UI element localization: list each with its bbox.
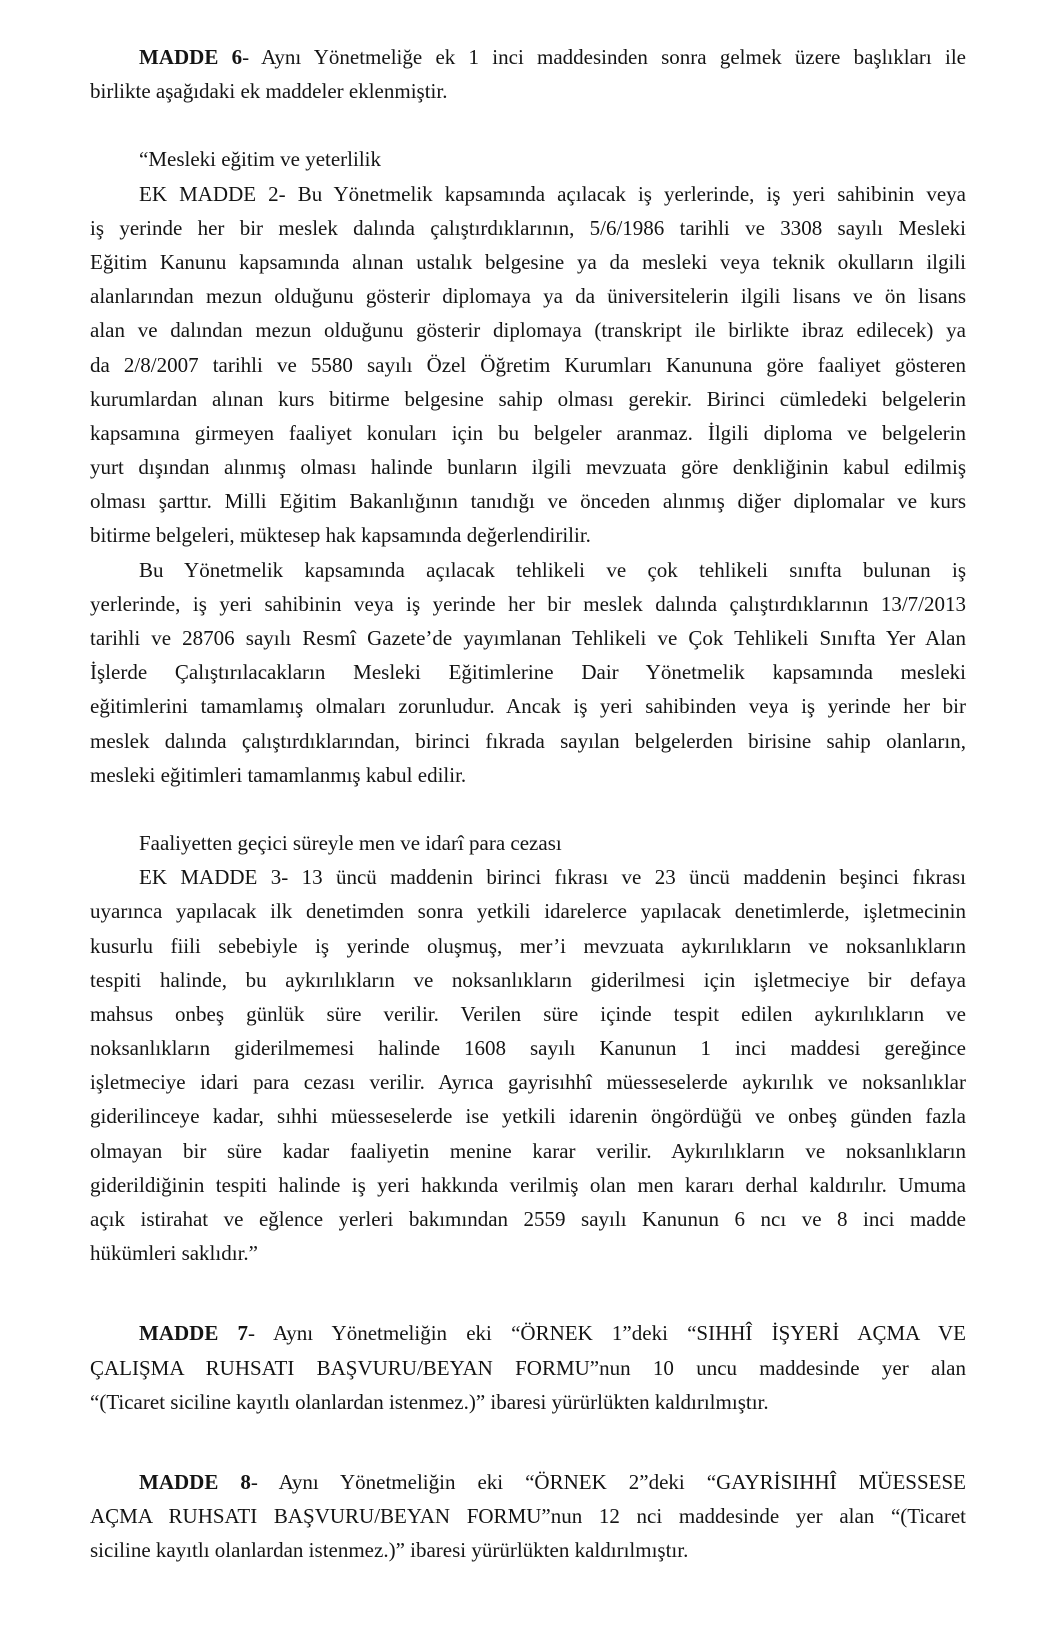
article-6-line: MADDE 6- Aynı Yönetmeliğe ek 1 inci maddesinden sonra gelmek üzere başlıkları ile bbox=[139, 45, 966, 69]
paragraph-line: alan ve dalından mezun olduğunu gösterir diplomaya (transkript ile birlikte ibraz edilecek) ya bbox=[90, 318, 966, 343]
paragraph-line: Bu Yönetmelik kapsamında açılacak tehlikeli ve çok tehlikeli sınıfta bulunan iş bbox=[139, 557, 966, 582]
paragraph-line: olması şarttır. Milli Eğitim Bakanlığının tanıdığı ve önceden alınmış diğer diplomalar ve kurs bbox=[90, 489, 966, 514]
article-6-label: MADDE 6 bbox=[139, 45, 243, 69]
article-7-line: MADDE 7- Aynı Yönetmeliğin eki “ÖRNEK 1”deki “SIHHÎ İŞYERİ AÇMA VE bbox=[139, 1321, 966, 1346]
paragraph-line: mesleki eğitimleri tamamlanmış kabul edilir. bbox=[90, 762, 467, 787]
paragraph-line: yerlerinde, iş yeri sahibinin veya iş yerinde her bir meslek dalında çalıştırdıklarının 13/7/2013 bbox=[90, 591, 966, 616]
paragraph-line: giderilinceye kadar, sıhhi müesseselerde ise yetkili idarenin öngördüğü ve onbeş günden fazla bbox=[90, 1104, 966, 1129]
paragraph-line: mahsus onbeş günlük süre verilir. Verilen süre içinde tespit edilen aykırılıkların ve bbox=[90, 1001, 966, 1026]
additional-article-3 bbox=[90, 826, 966, 1270]
paragraph-line: alanlarından mezun olduğunu gösterir diplomaya ya da üniversitelerin ilgili lisans ve ön lisans bbox=[90, 284, 966, 309]
paragraph-line: Eğitim Kanunu kapsamında alınan ustalık belgesine ya da mesleki veya teknik okulların ilgili bbox=[90, 249, 966, 274]
paragraph-line: İşlerde Çalıştırılacakların Mesleki Eğitimlerine Dair Yönetmelik kapsamında mesleki bbox=[90, 660, 966, 685]
paragraph-line: uyarınca yapılacak ilk denetimden sonra yetkili idarelerce yapılacak denetimlerde, işletmecinin bbox=[90, 899, 966, 924]
paragraph-line: işletmeciye idari para cezası verilir. Ayrıca gayrisıhhî müesseselerde aykırılık ve noksanlıklar bbox=[90, 1070, 966, 1095]
article-8-line: AÇMA RUHSATI BAŞVURU/BEYAN FORMU”nun 12 nci maddesinde yer alan “(Ticaret bbox=[90, 1504, 966, 1529]
paragraph-line: eğitimlerini tamamlamış olmaları zorunludur. Ancak iş yeri sahibinden veya iş yerinde her bir bbox=[90, 694, 966, 719]
paragraph-line: yurt dışından alınmış olması halinde bunların ilgili mevzuata göre denkliğinin kabul edilmiş bbox=[90, 455, 966, 480]
article-7-line: ÇALIŞMA RUHSATI BAŞVURU/BEYAN FORMU”nun 10 uncu maddesinde yer alan bbox=[90, 1355, 966, 1380]
paragraph-line: hükümleri saklıdır.” bbox=[90, 1241, 258, 1266]
paragraph-line: iş yerinde her bir meslek dalında çalıştırdıklarının, 5/6/1986 tarihli ve 3308 sayılı Mesleki bbox=[90, 215, 966, 240]
article-7-line: “(Ticaret siciline kayıtlı olanlardan istenmez.)” ibaresi yürürlükten kaldırılmıştır. bbox=[90, 1389, 769, 1414]
paragraph-line: kapsamına girmeyen faaliyet konuları için bu belgeler aranmaz. İlgili diploma ve belgelerin bbox=[90, 420, 966, 445]
article-7 bbox=[90, 1316, 966, 1419]
paragraph-line: EK MADDE 3- 13 üncü maddenin birinci fıkrası ve 23 üncü maddenin beşinci fıkrası bbox=[139, 865, 966, 890]
paragraph-line: bitirme belgeleri, müktesep hak kapsamında değerlendirilir. bbox=[90, 523, 591, 548]
paragraph-line: EK MADDE 2- Bu Yönetmelik kapsamında açılacak iş yerlerinde, iş yeri sahibinin veya bbox=[139, 181, 966, 206]
paragraph-line: tarihli ve 28706 sayılı Resmî Gazete’de yayımlanan Tehlikeli ve Çok Tehlikeli Sınıfta Yer Alan bbox=[90, 626, 966, 650]
article-8-line: MADDE 8- Aynı Yönetmeliğin eki “ÖRNEK 2”deki “GAYRİSIHHÎ MÜESSESE bbox=[139, 1469, 966, 1494]
additional-article-2-heading: “Mesleki eğitim ve yeterlilik bbox=[139, 147, 382, 172]
paragraph-line: meslek dalında çalıştırdıklarından, birinci fıkrada sayılan belgelerden birisine sahip olanların, bbox=[90, 728, 966, 753]
paragraph-line: olmayan bir süre kadar faaliyetin menine karar verilir. Aykırılıkların ve noksanlıkların bbox=[90, 1138, 966, 1163]
paragraph-line: noksanlıkların giderilmemesi halinde 1608 sayılı Kanunun 1 inci maddesi gereğince bbox=[90, 1036, 966, 1061]
article-6 bbox=[90, 40, 966, 108]
paragraph-line: açık istirahat ve eğlence yerleri bakımından 2559 sayılı Kanunun 6 ncı ve 8 inci madde bbox=[90, 1207, 966, 1231]
article-8-line: siciline kayıtlı olanlardan istenmez.)” ibaresi yürürlükten kaldırılmıştır. bbox=[90, 1538, 689, 1563]
article-8 bbox=[90, 1465, 966, 1568]
paragraph-line: kurumlardan alınan kurs bitirme belgesine sahip olması gerekir. Birinci cümledeki belgelerin bbox=[90, 386, 966, 411]
additional-article-3-heading: Faaliyetten geçici süreyle men ve idarî para cezası bbox=[139, 830, 562, 855]
paragraph-line: kusurlu fiili sebebiyle iş yerinde oluşmuş, mer’i mevzuata aykırılıkların ve noksanlıkların bbox=[90, 933, 966, 958]
paragraph-line: tespiti halinde, bu aykırılıkların ve noksanlıkların giderilmesi için işletmeciye bir defaya bbox=[90, 967, 966, 992]
document-page bbox=[90, 40, 966, 1568]
article-7-label: MADDE 7 bbox=[139, 1321, 249, 1346]
additional-article-2 bbox=[90, 142, 966, 792]
paragraph-line: giderildiğinin tespiti halinde iş yeri hakkında verilmiş olan men kararı derhal kaldırılır. Umuma bbox=[90, 1172, 966, 1197]
article-8-label: MADDE 8 bbox=[139, 1469, 251, 1494]
paragraph-line: da 2/8/2007 tarihli ve 5580 sayılı Özel Öğretim Kurumları Kanununa göre faaliyet gösteren bbox=[90, 352, 966, 377]
article-6-line: birlikte aşağıdaki ek maddeler eklenmiştir. bbox=[90, 79, 448, 104]
